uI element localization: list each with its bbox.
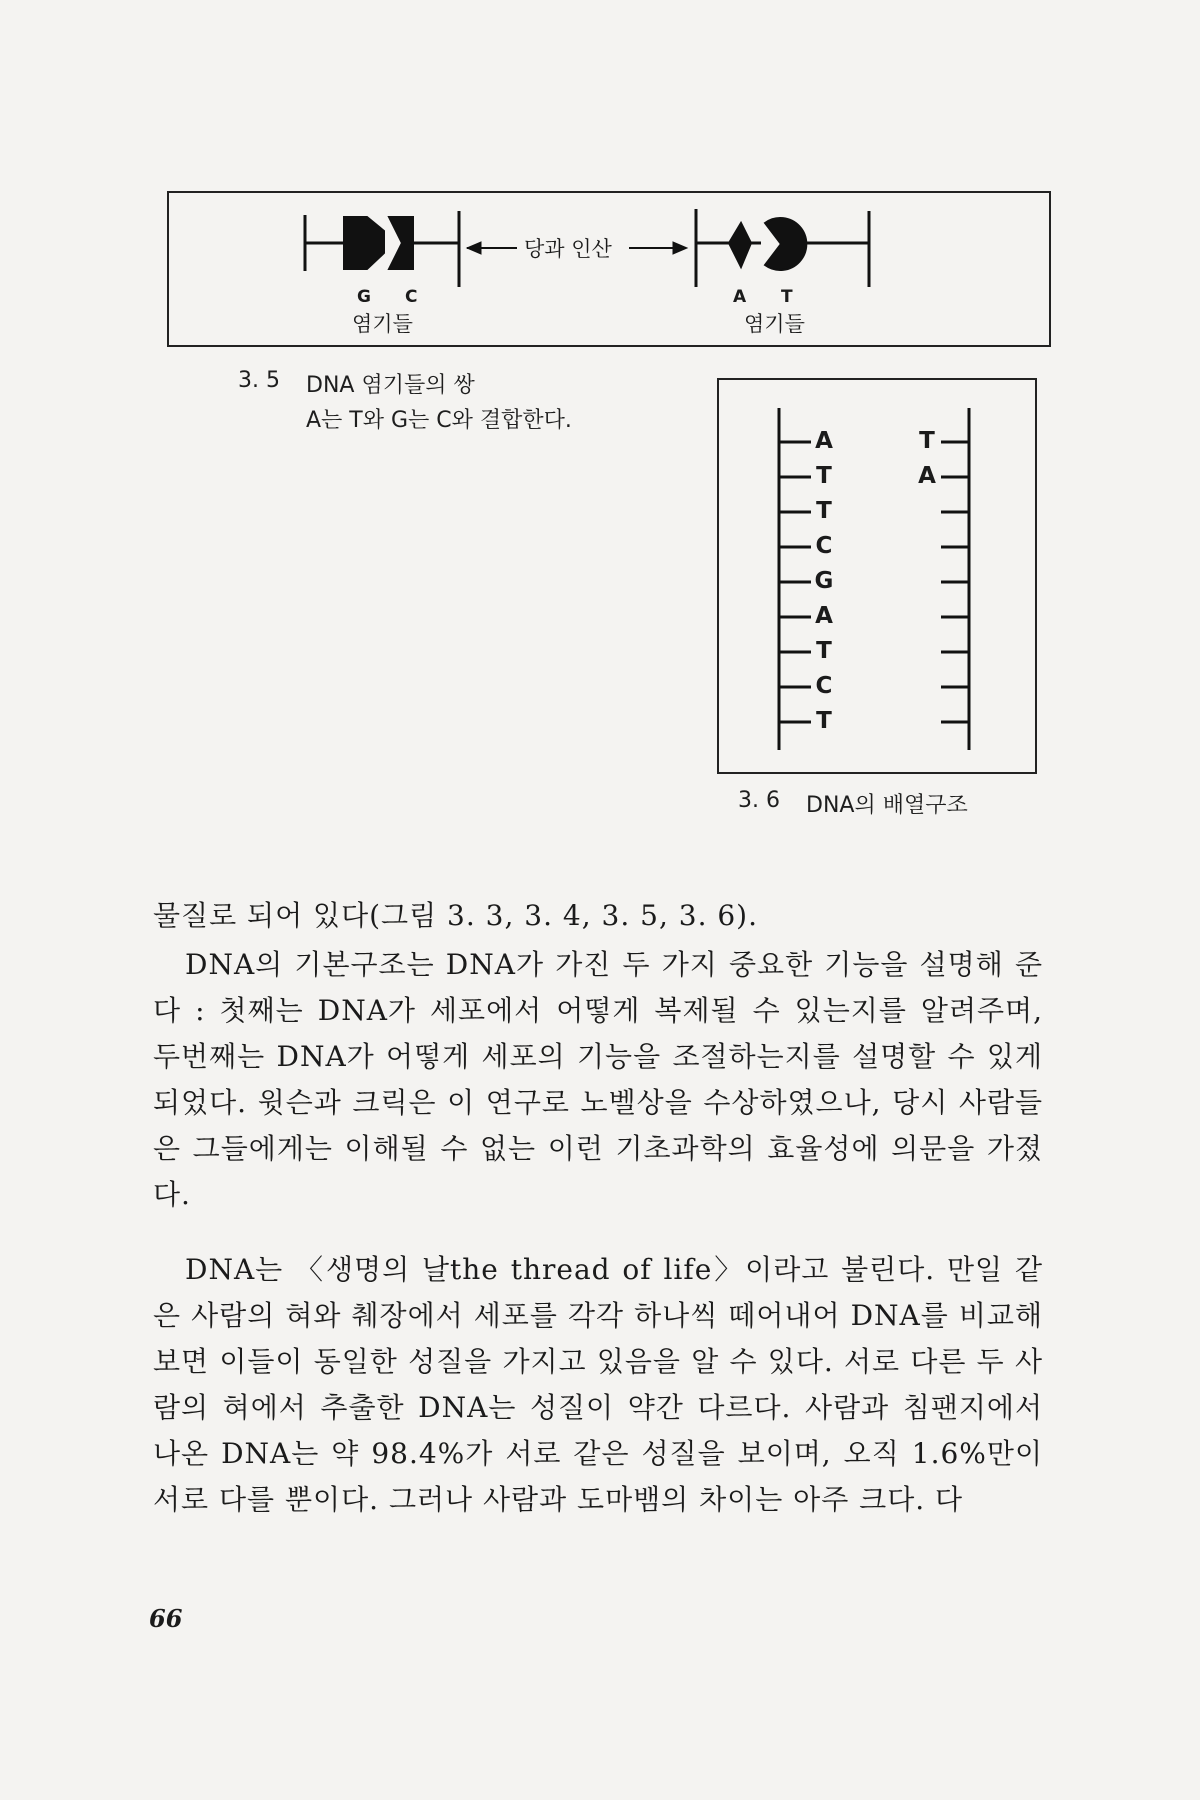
figure-3-6-caption-text: DNA의 배열구조 xyxy=(806,793,968,818)
left-strand-base: G xyxy=(814,568,834,594)
sugar-phosphate-label: 당과 인산 xyxy=(524,237,612,261)
left-bases-label: 염기들 xyxy=(352,312,413,336)
left-strand-base: A xyxy=(815,428,833,454)
figure-3-5-caption-line2: A는 T와 G는 C와 결합한다. xyxy=(306,408,572,433)
page-number: 66 xyxy=(149,1604,183,1633)
base-letter-a: A xyxy=(733,287,747,307)
paragraph-1: 물질로 되어 있다(그림 3. 3, 3. 4, 3. 5, 3. 6). xyxy=(153,899,759,932)
left-strand-base: T xyxy=(816,463,832,489)
base-letter-g: G xyxy=(357,287,371,307)
left-strand-base: T xyxy=(816,498,832,524)
paragraph-3: DNA는 〈생명의 날the thread of life〉이라고 불린다. 만일 같은 사람의 혀와 췌장에서 세포를 각각 하나씩 떼어내어 DNA를 비교해 보면 이들이 동일한 성질을 가지고 있음을 알 수 있다. 서로 다른 두 사람의 혀에서 추출한 DNA는 성질이 약간 다르다. 사람과 침팬지에서 나온 DNA는 약 98.4%가 서로 같은 성질을 보이며, 오직 1.6%만이 서로 다를 뿐이다. 그러나 사람과 도마뱀의 차이는 아주 크다. 다 xyxy=(153,1253,1043,1516)
figure-3-5-caption-number: 3. 5 xyxy=(238,368,280,393)
left-strand-base: A xyxy=(815,603,833,629)
dna-strand-diagram xyxy=(719,380,1039,776)
paragraph-2: DNA의 기본구조는 DNA가 가진 두 가지 중요한 기능을 설명해 준다 : 첫째는 DNA가 세포에서 어떻게 복제될 수 있는지를 알려주며, 두번째는 DNA가 어떻게 세포의 기능을 조절하는지를 설명할 수 있게 되었다. 윗슨과 크릭은 이 연구로 노벨상을 수상하였으나, 당시 사람들은 그들에게는 이해될 수 없는 이런 기초과학의 효율성에 의문을 가졌다. xyxy=(153,948,1043,1211)
left-strand-base: T xyxy=(816,638,832,664)
figure-3-5-base-pairs xyxy=(167,191,1051,347)
right-bases-label: 염기들 xyxy=(744,312,805,336)
base-letter-t: T xyxy=(781,287,793,307)
left-strand-base: C xyxy=(815,533,833,559)
left-strand-base: C xyxy=(815,673,833,699)
base-pair-diagram xyxy=(169,193,1053,349)
right-strand-base: A xyxy=(918,463,936,489)
left-strand-base: T xyxy=(816,708,832,734)
figure-3-5-caption-line1: DNA 염기들의 쌍 xyxy=(306,373,475,398)
figure-3-6-dna-sequence xyxy=(717,378,1037,774)
figure-3-6-caption-number: 3. 6 xyxy=(738,788,780,813)
base-letter-c: C xyxy=(405,287,418,307)
right-strand-base: T xyxy=(919,428,935,454)
